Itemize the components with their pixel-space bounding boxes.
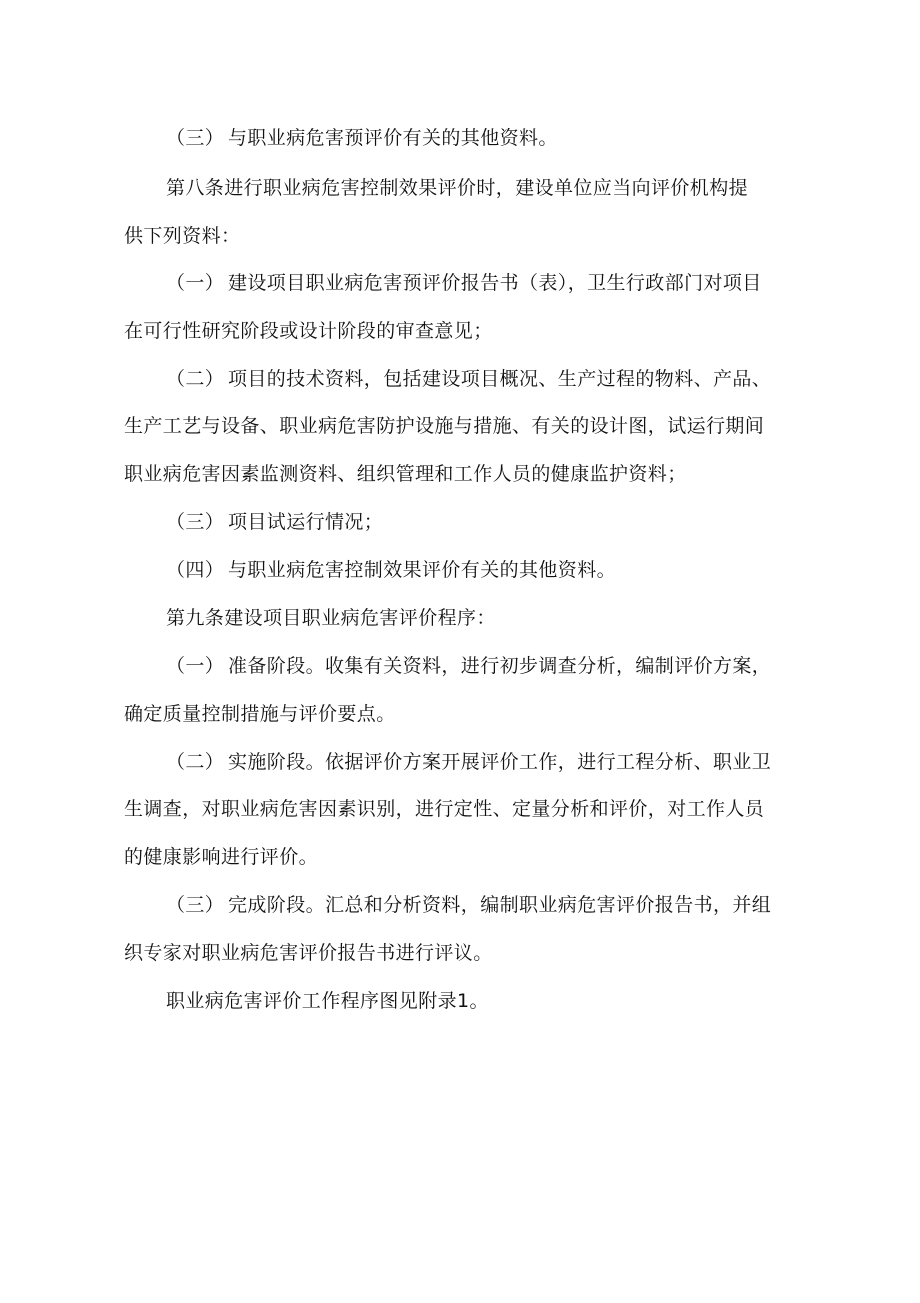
paragraph-line: [0, 271, 762, 295]
line-text: 职业病危害评价工作程序图见附录1。: [166, 990, 489, 1012]
paragraph-line: [0, 750, 771, 774]
paragraph-line: [0, 126, 558, 150]
line-text: 生调查，对职业病危害因素识别，进行定性、定量分析和评价，对工作人员: [124, 798, 765, 820]
list-marker: （三）: [166, 894, 225, 916]
line-text: 织专家对职业病危害评价报告书进行评议。: [124, 942, 493, 964]
paragraph-line: [0, 319, 493, 343]
line-text: 生产工艺与设备、职业病危害防护设施与措施、有关的设计图，试运行期间: [124, 415, 765, 437]
list-marker: （四）: [166, 559, 225, 581]
appendix-reference: [0, 989, 489, 1013]
line-text: 项目试运行情况；: [228, 511, 384, 533]
line-text: 第八条进行职业病危害控制效果评价时，建设单位应当向评价机构提: [166, 177, 749, 199]
line-text: 实施阶段。依据评价方案开展评价工作，进行工程分析、职业卫: [228, 751, 772, 773]
line-text: 确定质量控制措施与评价要点。: [124, 703, 396, 725]
list-marker: （二）: [166, 368, 225, 390]
line-text: 与职业病危害控制效果评价有关的其他资料。: [228, 559, 617, 581]
paragraph-line: [0, 797, 764, 821]
paragraph-line: [0, 367, 771, 391]
line-text: 准备阶段。收集有关资料，进行初步调查分析，编制评价方案，: [228, 655, 772, 677]
line-text: 职业病危害因素监测资料、组织管理和工作人员的健康监护资料；: [124, 463, 687, 485]
paragraph-line: [0, 702, 396, 726]
paragraph-line: [0, 941, 493, 965]
line-text: 供下列资料：: [124, 225, 241, 247]
paragraph-line: [0, 462, 687, 486]
paragraph-line: [0, 893, 771, 917]
paragraph-line: [0, 224, 240, 248]
line-text: 建设项目职业病危害预评价报告书（表），卫生行政部门对项目: [228, 272, 762, 294]
list-marker: （二）: [166, 751, 225, 773]
line-text: 完成阶段。汇总和分析资料，编制职业病危害评价报告书，并组: [228, 894, 772, 916]
line-text: 在可行性研究阶段或设计阶段的审查意见；: [124, 320, 493, 342]
line-text: 的健康影响进行评价。: [124, 846, 319, 868]
list-marker: （一）: [166, 655, 225, 677]
article-8-heading: [0, 176, 748, 200]
article-9-heading: [0, 606, 496, 630]
line-text: 第九条建设项目职业病危害评价程序：: [166, 607, 496, 629]
list-marker: （三）: [166, 127, 225, 149]
line-text: 与职业病危害预评价有关的其他资料。: [228, 127, 558, 149]
paragraph-line: [0, 654, 771, 678]
list-marker: （三）: [166, 511, 225, 533]
paragraph-line: [0, 414, 764, 438]
paragraph-line: [0, 558, 616, 582]
line-text: 项目的技术资料，包括建设项目概况、生产过程的物料、产品、: [228, 368, 772, 390]
paragraph-line: [0, 845, 318, 869]
paragraph-line: [0, 510, 383, 534]
list-marker: （一）: [166, 272, 225, 294]
